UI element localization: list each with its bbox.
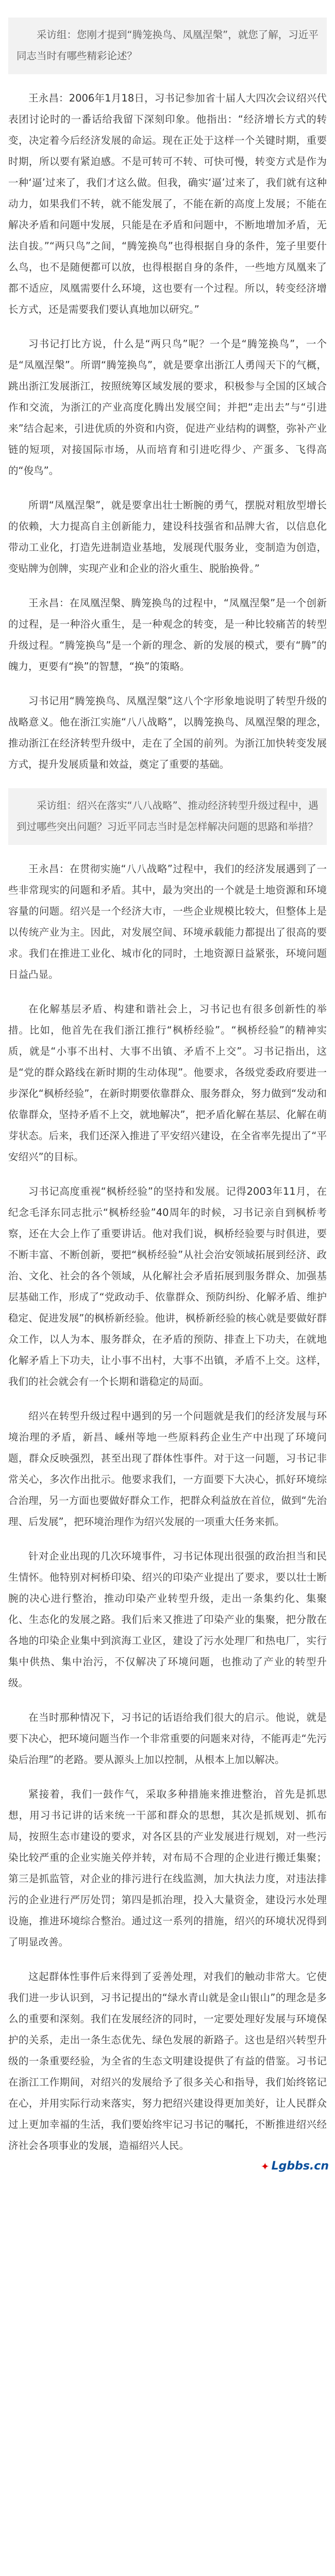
question-box (8, 18, 327, 74)
answer-paragraph: 习书记高度重视“枫桥经验”的坚持和发展。记得2003年11月，在纪念毛泽东同志批示“枫桥经验”40周年的时候，习书记亲自到枫桥考察，还在大会上作了重要讲话。他对我们说，枫桥经验要与时俱进，要不断丰富、不断创新，要把“枫桥经验”从社会治安领域拓展到经济、政治、文化、社会的各个领域，从化解社会矛盾拓展到服务群众、加强基层基础工作，形成了“党政动手、依靠群众、预防纠纷、化解矛盾、维护稳定、促进发展”的枫桥新经验。他讲，枫桥新经验的核心就是要做好群众工作，以人为本、服务群众，在矛盾的预防、排查上下功夫，在就地化解矛盾上下功夫，让小事不出村，大事不出镇，矛盾不上交。这样，我们的社会就会有一个长期和谐稳定的局面。 (8, 1185, 327, 1387)
answer-paragraph: 所谓“凤凰涅槃”，就是要拿出壮士断腕的勇气，摆脱对粗放型增长的依赖，大力提高自主创新能力，建设科技强省和品牌大省，以信息化带动工业化，打造先进制造业基地，发展现代服务业，变制造为创造，变贴牌为创牌，实现产业和企业的浴火重生、脱胎换骨。” (8, 499, 327, 574)
answer-paragraph: 这起群体性事件后来得到了妥善处理，对我们的触动非常大。它使我们进一步认识到，习书记提出的“绿水青山就是金山银山”的理念是多么的重要和深刻。我们在发展经济的同时，一定要处理好发展与环境保护的关系，走出一条生态优先、绿色发展的新路子。这也是绍兴转型升级的一条重要经验，为全省的生态文明建设提供了有益的借鉴。习书记在浙江工作期间，对绍兴的发展给予了很多关心和指导，我们始终铭记在心，并用实际行动来落实，努力把绍兴建设得更加美好，让人民群众过上更加幸福的生活，我们要始终牢记习书记的嘱托，不断推进绍兴经济社会各项事业的发展，造福绍兴人民。 (8, 1971, 327, 2151)
site-watermark (261, 2160, 329, 2173)
answer-paragraph: 绍兴在转型升级过程中遇到的另一个问题就是我们的经济发展与环境治理的矛盾，新昌、嵊州等地一些原料药企业生产中出现了环境问题，群众反映强烈，甚至出现了群体性事件。对于这一问题，习书记非常关心，多次作出批示。他要求我们，一方面要下大决心，抓好环境综合治理，另一方面也要做好群众工作，把群众利益放在首位，做到“先治理、后发展”，把环境治理作为绍兴发展的一项重大任务来抓。 (8, 1410, 327, 1528)
answer-paragraph: 在化解基层矛盾、构建和谐社会上，习书记也有很多创新性的举措。比如，他首先在我们浙江推行“枫桥经验”。“枫桥经验”的精神实质，就是“小事不出村、大事不出镇、矛盾不上交”。习书记指出，这是“党的群众路线在新时期的生动体现”。他要求，各级党委政府要进一步深化“枫桥经验”，在新时期要依靠群众、服务群众，努力做到“发动和依靠群众，坚持矛盾不上交，就地解决”，把矛盾化解在基层、化解在萌芽状态。后来，我们还深入推进了平安绍兴建设，在全省率先提出了“平安绍兴”的目标。 (8, 1003, 327, 1163)
answer-paragraph: 王永昌：在贯彻实施“八八战略”过程中，我们的经济发展遇到了一些非常现实的问题和矛盾。其中，最为突出的一个就是土地资源和环境容量的问题。绍兴是一个经济大市，一些企业规模比较大，但整体上是以传统产业为主。因此，对发展空间、环境承载能力都提出了很高的要求。我们在推进工业化、城市化的同时，土地资源日益紧张，环境问题日益凸显。 (8, 863, 327, 980)
answer-paragraph: 在当时那种情况下，习书记的话语给我们很大的启示。他说，就是要下决心，把环境问题当作一个非常重要的问题来对待，不能再走“先污染后治理”的老路。要从源头上加以控制，从根本上加以解决。 (8, 1711, 327, 1766)
answer-paragraph: 针对企业出现的几次环境事件，习书记体现出很强的政治担当和民生情怀。他特别对柯桥印染、绍兴的印染产业提出了要求，要以壮士断腕的决心进行整治，推动印染产业转型升级，走出一条集约化、集聚化、生态化的发展之路。我们后来又推进了印染产业的集聚，把分散在各地的印染企业集中到滨海工业区，建设了污水处理厂和热电厂，实行集中供热、集中治污，不仅解决了环境问题，也推动了产业的转型升级。 (8, 1550, 327, 1689)
watermark-text: Lgbbs.cn (271, 2160, 329, 2173)
answer-paragraph: 王永昌：2006年1月18日，习书记参加省十届人大四次会议绍兴代表团讨论时的一番话给我留下深刻印象。他指出：“经济增长方式的转变，决定着今后经济发展的命运。现在正处于这样一个关键时期，重要时期，所以要有紧迫感。不是可转可不转、可快可慢，转变方式是作为一种‘逼’过来了，我们才这么做。但我，确实‘逼’过来了，我们就有这种动力，如果我们不转，就不能发展了，不能在新的高度上发展；不能在解决矛盾和问题中发展，只能是在矛盾和问题中，不断地增加矛盾，无法自拔。”“两只鸟”之间，“腾笼换鸟”也得根据自身的条件，笼子里要什么鸟，也不是随便都可以放，也得根据自身的条件，一些地方凤凰来了都不适应，凤凰需要什么环境，这也要有一个过程。所以，转变经济增长方式，还是需要我们要认真地加以研究。” (8, 92, 327, 315)
watermark-logo-icon: ✦ (260, 2160, 270, 2173)
answer-paragraph: 习书记用“腾笼换鸟、凤凰涅槃”这八个字形象地说明了转型升级的战略意义。他在浙江实施“八八战略”，以腾笼换鸟、凤凰涅槃的理念，推动浙江在经济转型升级中，走在了全国的前列。为浙江加快转变发展方式，提升发展质量和效益，奠定了重要的基础。 (8, 695, 327, 770)
question-text: 采访组：绍兴在落实“八八战略”、推动经济转型升级过程中，遇到过哪些突出问题？习近平同志当时是怎样解决问题的思路和举措？ (16, 800, 319, 833)
question-text: 采访组：您刚才提到“腾笼换鸟、凤凰涅槃”，就您了解，习近平同志当时有哪些精彩论述？ (16, 29, 319, 62)
question-box (8, 788, 327, 845)
answer-paragraph: 紧接着，我们一鼓作气，采取多种措施来推进整治，首先是抓思想，用习书记讲的话来统一干部和群众的思想，其次是抓规划、抓布局，按照生态市建设的要求，对各区县的产业发展进行规划，对一些污染比较严重的企业实施关停并转，对布局不合理的企业进行搬迁集聚；第三是抓监管，对企业的排污进行在线监测，加大执法力度，对违法排污的企业进行严厉处罚；第四是抓治理，投入大量资金，建设污水处理设施，推进环境综合整治。通过这一系列的措施，绍兴的环境状况得到了明显改善。 (8, 1788, 327, 1948)
answer-paragraph: 习书记打比方说，什么是“两只鸟”呢？一个是“腾笼换鸟”，一个是“凤凰涅槃”。所谓“腾笼换鸟”，就是要拿出浙江人勇闯天下的气概，跳出浙江发展浙江，按照统筹区域发展的要求，积极参与全国的区域合作和交流，为浙江的产业高度化腾出发展空间；并把“走出去”与“引进来”结合起来，引进优质的外资和内资，促进产业结构的调整，弥补产业链的短项，对接国际市场，从而培育和引进吃得少、产蛋多、飞得高的“俊鸟”。 (8, 338, 327, 477)
answer-paragraph: 王永昌：在凤凰涅槃、腾笼换鸟的过程中，“凤凰涅槃”是一个创新的过程，是一种浴火重生，是一种观念的转变，是一种比较痛苦的转型升级过程。“腾笼换鸟”是一个新的理念、新的发展的模式，要有“腾”的魄力，更要有“换”的智慧，“换”的策略。 (8, 597, 327, 672)
